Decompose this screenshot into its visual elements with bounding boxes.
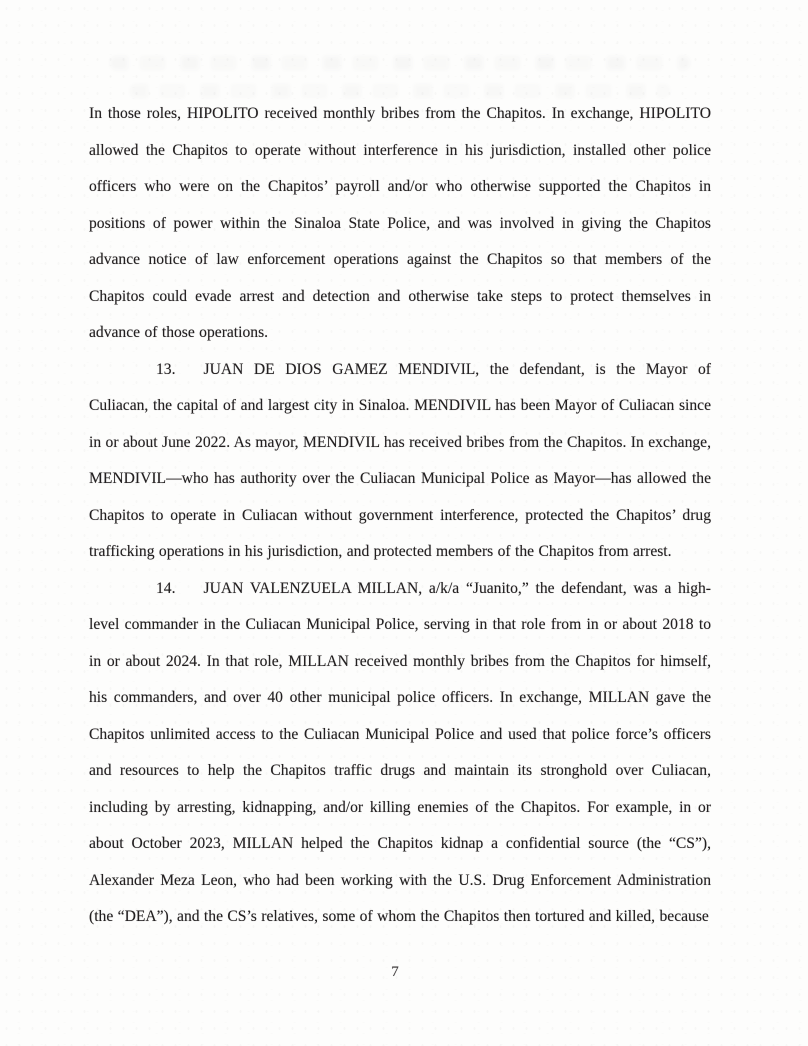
bleed-through-artifact — [110, 56, 690, 70]
paragraph-14 — [89, 571, 711, 936]
page-number: 7 — [391, 964, 399, 980]
paragraph-continuation — [89, 96, 711, 352]
paragraph-text: JUAN VALENZUELA MILLAN, a/k/a “Juanito,” the defendant, was a high-level commander in the Culiacan Municipal Police, serving in that role from in or about 2018 to in or about 2024. In that role, MILLAN received monthly bribes from the Chapitos for himself, his commanders, and over 40 other municipal police officers. In exchange, MILLAN gave the Chapitos unlimited access to the Culiacan Municipal Police and used that police force’s officers and resources to help the Chapitos traffic drugs and maintain its stronghold over Culiacan, including by arresting, kidnapping, and/or killing enemies of the Chapitos. For example, in or about October 2023, MILLAN helped the Chapitos kidnap a confidential source (the “CS”), Alexander Meza Leon, who had been working with the U.S. Drug Enforcement Administration (the “DEA”), and the CS’s relatives, some of whom the Chapitos then tortured and killed, because — [89, 579, 711, 925]
paragraph-text: In those roles, HIPOLITO received monthly bribes from the Chapitos. In exchange, HIPOLITO allowed the Chapitos to operate without interference in his jurisdiction, installed other police officers who were on the Chapitos’ payroll and/or who otherwise supported the Chapitos in positions of power within the Sinaloa State Police, and was involved in giving the Chapitos advance notice of law enforcement operations against the Chapitos so that members of the Chapitos could evade arrest and detection and otherwise take steps to protect themselves in advance of those operations. — [89, 105, 711, 341]
paragraph-text: JUAN DE DIOS GAMEZ MENDIVIL, the defendant, is the Mayor of Culiacan, the capital of and largest city in Sinaloa. MENDIVIL has been Mayor of Culiacan since in or about June 2022. As mayor, MENDIVIL has received bribes from the Chapitos. In exchange, MENDIVIL—who has authority over the Culiacan Municipal Police as Mayor—has allowed the Chapitos to operate in Culiacan without government interference, protected the Chapitos’ drug trafficking operations in his jurisdiction, and protected members of the Chapitos from arrest. — [89, 360, 711, 560]
paragraph-number: 14. — [156, 579, 176, 597]
paragraph-13 — [89, 352, 711, 571]
document-body — [89, 96, 711, 936]
paragraph-number: 13. — [156, 360, 176, 378]
